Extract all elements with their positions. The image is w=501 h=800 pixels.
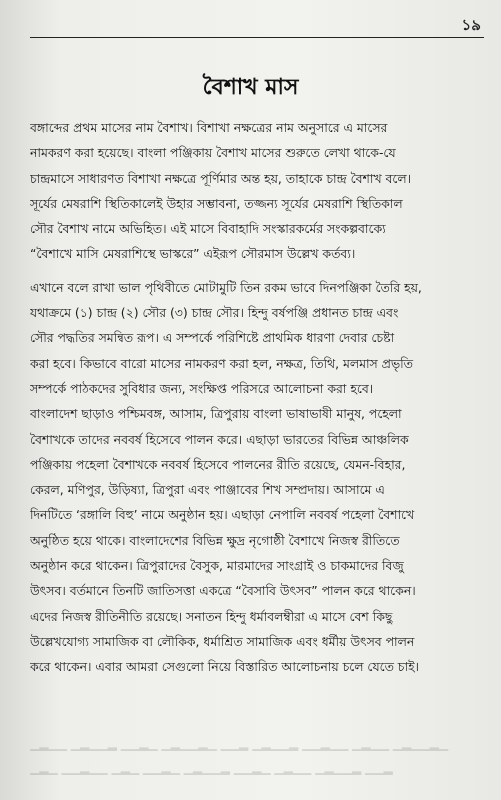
- text-line: উল্লেখযোগ্য সামাজিক বা লৌকিক, ধর্মাশ্রিত সামাজিক এবং ধর্মীয় উৎসব পালন: [30, 633, 415, 649]
- text-line: নামকরণ করা হয়েছে। বাংলা পঞ্জিকায় বৈশাখ মাসের শুরুতে লেখা থাকে-যে: [30, 145, 396, 161]
- text-line: সম্পর্কে পাঠকদের সুবিধার জন্য, সংক্ষিপ্ত পরিসরে আলোচনা করা হবে।: [30, 380, 374, 396]
- bleed-line: ▁▂▁▁ ▁▂▁▁▂ ▁▁▂▁ ▁▂▁▁▂▁ ▁▁▂ ▁▂▁▁▂ ▁▁▂▁▁ ▁▂▁▁ ▁▂▁▁▂▁: [30, 737, 449, 751]
- text-line: পঞ্জিকায় পহেলা বৈশাখকে নববর্ষ হিসেবে পালনের রীতি রয়েছে, যেমন-বিহার,: [30, 456, 406, 472]
- bleed-line: ▁▂▁ ▁▁▂▁▁ ▁▂▁ ▁▁▂▁ ▁▂▁▁▂ ▁▁▂▁ ▁▂▁▁ ▁▂▁▁▂ ▁▁▂: [30, 761, 393, 775]
- header-rule: [30, 37, 484, 38]
- text-line: বাংলাদেশ ছাড়াও পশ্চিমবঙ্গ, আসাম, ত্রিপুরায় বাংলা ভাষাভাষী মানুষ, পহেলা: [30, 406, 402, 422]
- text-line: চান্দ্রমাসে সাধারণত বিশাখা নক্ষত্রে পূর্ণিমার অন্ত হয়, তাহাকে চান্দ্র বৈশাখ বলে।: [30, 170, 412, 186]
- text-line: অনুষ্ঠান করে থাকেন। ত্রিপুরাদের বৈসুক, মারমাদের সাংগ্রাই ও চাকমাদের বিজু: [30, 558, 404, 574]
- text-line: দিনটিতে ‘রঙ্গালি বিহু’ নামে অনুষ্ঠান হয়। এছাড়া নেপালি নববর্ষ পহেলা বৈশাখে: [30, 507, 415, 523]
- paragraph-1: [30, 115, 486, 267]
- text-line: সৌর পদ্ধতির সমন্বিত রূপ। এ সম্পর্কে পরিশিষ্টে প্রাথমিক ধারণা দেবার চেষ্টা: [30, 330, 395, 346]
- text-line: অনুষ্ঠিত হয়ে থাকে। বাংলাদেশের বিভিন্ন ক্ষুদ্র নৃগোষ্ঠী বৈশাখে নিজস্ব রীতিতে: [30, 532, 400, 548]
- page-number: ১৯: [461, 16, 481, 34]
- text-line: সূর্যের মেষরাশি স্থিতিকালেই উহার সম্ভাবনা, তজ্জন্য সূর্যের মেষরাশি স্থিতিকাল: [30, 195, 403, 211]
- text-line: সৌর বৈশাখ নামে অভিহিত। এই মাসে বিবাহাদি সংস্কারকর্মের সংকল্পবাক্যে: [30, 221, 386, 237]
- text-line: এদের নিজস্ব রীতিনীতি রয়েছে। সনাতন হিন্দু ধর্মাবলম্বীরা এ মাসে বেশ কিছু: [30, 608, 393, 624]
- text-line: করে থাকেন। এবার আমরা সেগুলো নিয়ে বিস্তারিত আলোচনায় চলে যেতে চাই।: [30, 659, 419, 675]
- body-text: [30, 115, 486, 680]
- text-line: যথাক্রমে (১) চান্দ্র (২) সৌর (৩) চান্দ্র সৌর। হিন্দু বর্ষপঞ্জি প্রধানত চান্দ্র এবং: [30, 305, 399, 321]
- paragraph-2: [30, 275, 486, 680]
- text-line: করা হবে। কিভাবে বারো মাসের নামকরণ করা হল, নক্ষত্র, তিথি, মলমাস প্রভৃতি: [30, 355, 413, 371]
- text-line: উৎসব। বর্তমানে তিনটি জাতিসত্তা একত্রে “বৈসাবি উৎসব” পালন করে থাকেন।: [30, 583, 416, 599]
- text-line: বঙ্গাব্দের প্রথম মাসের নাম বৈশাখ। বিশাখা নক্ষত্রের নাম অনুসারে এ মাসের: [30, 120, 388, 135]
- text-line: বৈশাখকে তাদের নববর্ষ হিসেবে পালন করে। এছাড়া ভারতের বিভিন্ন আঞ্চলিক: [30, 431, 409, 447]
- text-line: এখানে বলে রাখা ভাল পৃথিবীতে মোটামুটি তিন রকম ভাবে দিনপঞ্জিকা তৈরি হয়,: [30, 279, 422, 295]
- text-line: “বৈশাখে মাসি মেষরাশিস্থে ভাস্করে” এইরূপ সৌরমাস উল্লেখ কর্তব্য।: [30, 246, 356, 262]
- paragraph-gap: [30, 267, 486, 275]
- bleed-through-text: [30, 732, 486, 780]
- text-line: কেরল, মণিপুর, উড়িষ্যা, ত্রিপুরা এবং পাঞ্জাবের শিখ সম্প্রদায়। আসামে এ: [30, 482, 385, 498]
- chapter-title: বৈশাখ মাস: [202, 75, 299, 100]
